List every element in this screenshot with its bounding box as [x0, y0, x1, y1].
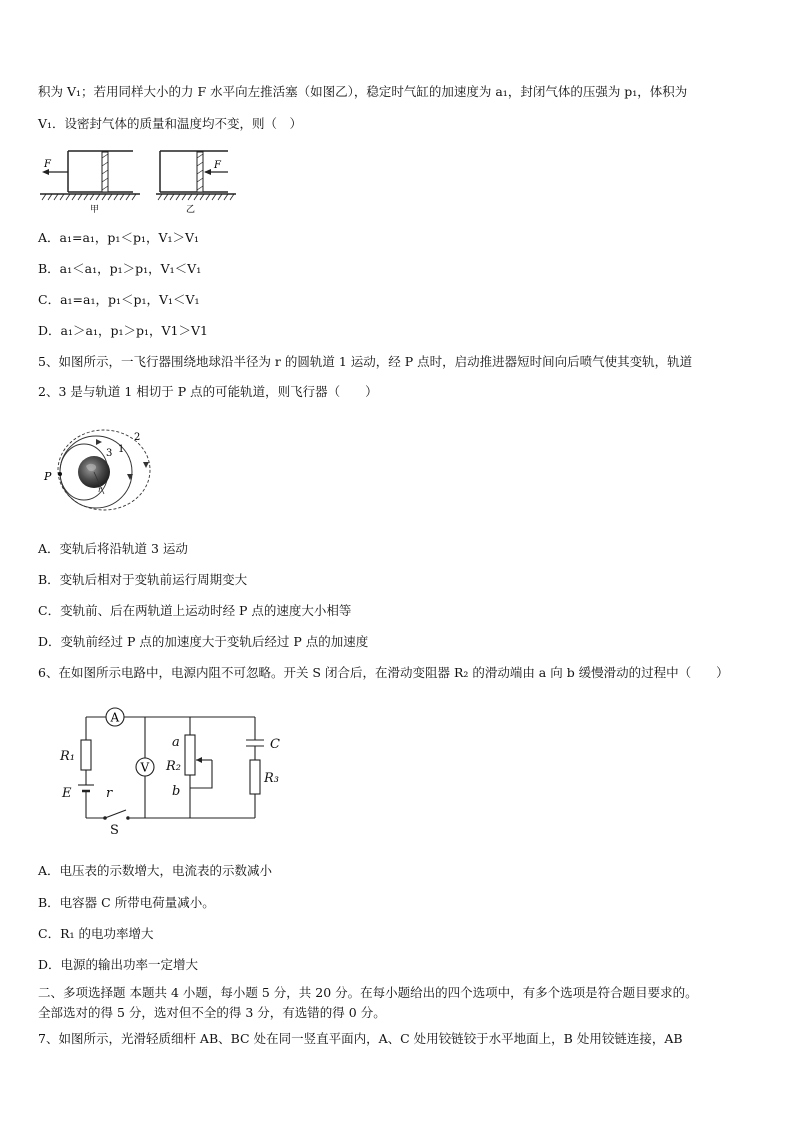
label-r1: R₁: [60, 749, 75, 764]
section2-text-line1: 二、多项选择题 本题共 4 小题，每小题 5 分，共 20 分。在每小题给出的四个选项中，有多个选项是符合题目要求的。: [38, 985, 698, 1000]
svg-text:V: V: [140, 760, 150, 775]
orbit-1-label: 1: [118, 444, 125, 455]
point-p-label: P: [44, 470, 52, 483]
q6-option-c: C．R₁ 的电功率增大: [38, 926, 154, 941]
label-a: a: [172, 735, 180, 750]
q5-option-a: A．变轨后将沿轨道 3 运动: [38, 541, 188, 556]
q4-option-b: B．a₁＜a₁，p₁＞p₁，V₁＜V₁: [38, 261, 202, 276]
q6-option-d: D．电源的输出功率一定增大: [38, 957, 199, 972]
label-r: r: [106, 786, 113, 801]
force-label-right: F: [214, 160, 221, 171]
svg-text:A: A: [110, 710, 120, 725]
q6-option-b: B．电容器 C 所带电荷量减小。: [38, 895, 215, 910]
orbit-2-label: 2: [134, 432, 141, 443]
label-e: E: [62, 786, 72, 801]
q4-text-line2: V₁．设密封气体的质量和温度均不变，则（ ）: [38, 116, 303, 131]
q5-text-line1: 5、如图所示，一飞行器围绕地球沿半径为 r 的圆轨道 1 运动，经 P 点时，启动推进器短时间向后喷气使其变轨，轨道: [38, 354, 693, 369]
orbit-3-label: 3: [106, 448, 113, 459]
q4-option-a: A．a₁=a₁，p₁＜p₁，V₁＞V₁: [38, 230, 200, 245]
label-c: C: [270, 737, 280, 752]
q6-circuit-figure: [50, 700, 300, 840]
cylinder-right: [160, 151, 228, 192]
label-b: b: [172, 784, 181, 799]
radius-label: r: [98, 485, 102, 494]
q5-option-c: C．变轨前、后在两轨道上运动时经 P 点的速度大小相等: [38, 603, 352, 618]
q4-text-line1: 积为 V₁；若用同样大小的力 F 水平向左推活塞（如图乙），稳定时气缸的加速度为 a₁，封闭气体的压强为 p₁，体积为: [38, 84, 688, 99]
q5-orbit-figure: [38, 422, 168, 522]
q7-text-line1: 7、如图所示，光滑轻质细杆 AB、BC 处在同一竖直平面内，A、C 处用铰链铰于水平地面上，B 处用铰链连接，AB: [38, 1031, 683, 1046]
q6-text-line1: 6、在如图所示电路中，电源内阻不可忽略。开关 S 闭合后，在滑动变阻器 R₂ 的滑动端由 a 向 b 缓慢滑动的过程中（ ）: [38, 665, 729, 680]
cylinder-left: [42, 151, 133, 192]
fig-label-yi: 乙: [186, 205, 196, 215]
ammeter-icon: [106, 708, 124, 726]
section2-text-line2: 全部选对的得 5 分，选对但不全的得 3 分，有选错的得 0 分。: [38, 1005, 386, 1020]
label-r3: R₃: [264, 771, 279, 786]
q5-text-line2: 2、3 是与轨道 1 相切于 P 点的可能轨道，则飞行器（ ）: [38, 384, 378, 399]
q4-cylinder-figure: [38, 146, 238, 216]
fig-label-jia: 甲: [90, 205, 100, 215]
label-r2: R₂: [166, 759, 181, 774]
voltmeter-icon: [136, 758, 154, 776]
q4-option-c: C．a₁=a₁，p₁＜p₁，V₁＜V₁: [38, 292, 200, 307]
force-label-left: F: [44, 159, 51, 170]
q5-option-d: D．变轨前经过 P 点的加速度大于变轨后经过 P 点的加速度: [38, 634, 369, 649]
ground: [40, 194, 236, 200]
q6-option-a: A．电压表的示数增大，电流表的示数减小: [38, 863, 273, 878]
q4-option-d: D．a₁＞a₁，p₁＞p₁，V1＞V1: [38, 323, 208, 338]
label-s: S: [110, 823, 119, 838]
q5-option-b: B．变轨后相对于变轨前运行周期变大: [38, 572, 248, 587]
